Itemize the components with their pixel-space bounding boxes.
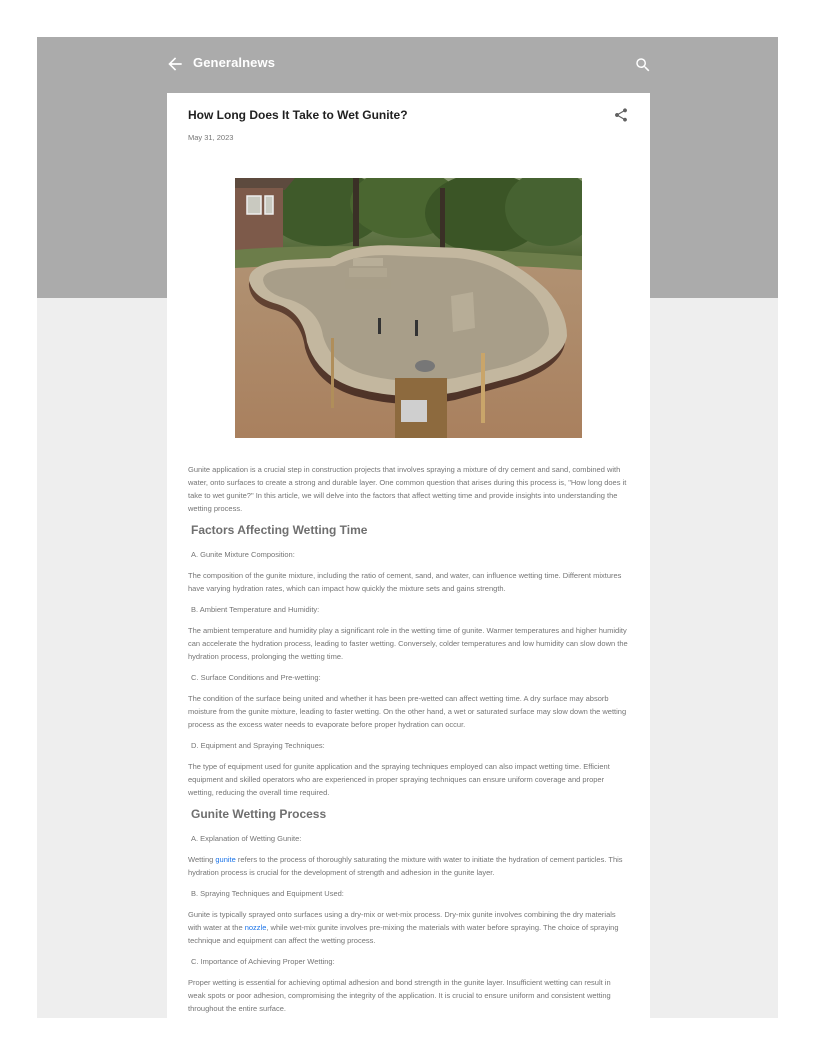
intro-paragraph: Gunite application is a crucial step in construction projects that involves spraying a mixture of dry cement and sand, combined with water, onto surfaces to create a strong and durable layer. One common question that arises during this process is, "How long does it take to wet gunite?" In this article, we will delve into the factors that affect wetting time and provide insights into understanding the wetting process. bbox=[188, 465, 627, 513]
subheading-surface: C. Surface Conditions and Pre-wetting: bbox=[191, 673, 321, 682]
paragraph-temperature: The ambient temperature and humidity play a significant role in the wetting time of gunite. Warmer temperatures and higher humidity can accelerate the hydration process, leading to faster wetting. Conversely, colder temperatures and low humidity can slow down the hydration process, prolonging the wetting time. bbox=[188, 626, 628, 661]
post-date: May 31, 2023 bbox=[188, 133, 234, 142]
paragraph-surface: The condition of the surface being united and whether it has been pre-wetted can affect wetting time. A dry surface may absorb moisture from the gunite mixture, leading to faster wetting. On the other hand, a wet or saturated surface may slow down the wetting process as the excess water needs to evaporate before proper hydration can occur. bbox=[188, 694, 627, 729]
text-fragment: , while wet-mix gunite involves pre-mixing the materials with water before spraying. The choice of spraying technique and equipment can affect the wetting process. bbox=[188, 923, 619, 945]
text-fragment: refers to the process of thoroughly saturating the mixture with water to initiate the hydration of cement particles. This hydration process is crucial for the development of strength and adhesion in the gunite layer. bbox=[188, 855, 623, 877]
section-heading-process: Gunite Wetting Process bbox=[191, 807, 327, 821]
gunite-link[interactable]: gunite bbox=[215, 855, 236, 864]
subheading-explanation: A. Explanation of Wetting Gunite: bbox=[191, 834, 302, 843]
section-heading-factors: Factors Affecting Wetting Time bbox=[191, 523, 368, 537]
arrow-left-icon[interactable] bbox=[165, 54, 185, 74]
share-icon[interactable] bbox=[613, 107, 629, 123]
subheading-importance: C. Importance of Achieving Proper Wetting: bbox=[191, 957, 335, 966]
paragraph-importance: Proper wetting is essential for achieving optimal adhesion and bond strength in the gunite layer. Insufficient wetting can result in weak spots or poor adhesion, compromising the integrity of the application. It is crucial to ensure uniform and consistent wetting throughout the entire surface. bbox=[188, 978, 611, 1013]
page-frame bbox=[37, 37, 778, 1018]
blog-brand-link[interactable]: Generalnews bbox=[193, 55, 276, 70]
text-fragment: Wetting bbox=[188, 855, 216, 864]
paragraph-mixture: The composition of the gunite mixture, including the ratio of cement, sand, and water, can influence wetting time. Different mixtures have varying hydration rates, which can impact how quickly the mixture sets and gains strength. bbox=[188, 571, 622, 593]
subheading-mixture: A. Gunite Mixture Composition: bbox=[191, 550, 295, 559]
subheading-equipment: D. Equipment and Spraying Techniques: bbox=[191, 741, 325, 750]
text-fragment: Gunite is typically sprayed onto surfaces using a dry-mix or wet-mix process. Dry-mix gunite involves combining the dry materials with water at the bbox=[188, 910, 616, 932]
pool-construction-photo bbox=[235, 178, 582, 438]
subheading-spraying: B. Spraying Techniques and Equipment Used: bbox=[191, 889, 344, 898]
nozzle-link[interactable]: nozzle bbox=[244, 923, 267, 932]
paragraph-equipment: The type of equipment used for gunite application and the spraying techniques employed can also impact wetting time. Efficient equipment and skilled operators who are experienced in proper spraying techniques can ensure uniform coverage and proper wetting, reducing the overall time required. bbox=[188, 762, 610, 797]
post-card bbox=[167, 93, 650, 1018]
paragraph-explanation bbox=[188, 853, 630, 879]
post-body bbox=[188, 463, 630, 1018]
post-title: How Long Does It Take to Wet Gunite? bbox=[188, 108, 408, 122]
subheading-temperature: B. Ambient Temperature and Humidity: bbox=[191, 605, 320, 614]
search-icon[interactable] bbox=[634, 56, 652, 74]
paragraph-spraying bbox=[188, 908, 630, 947]
top-app-bar bbox=[37, 37, 778, 91]
